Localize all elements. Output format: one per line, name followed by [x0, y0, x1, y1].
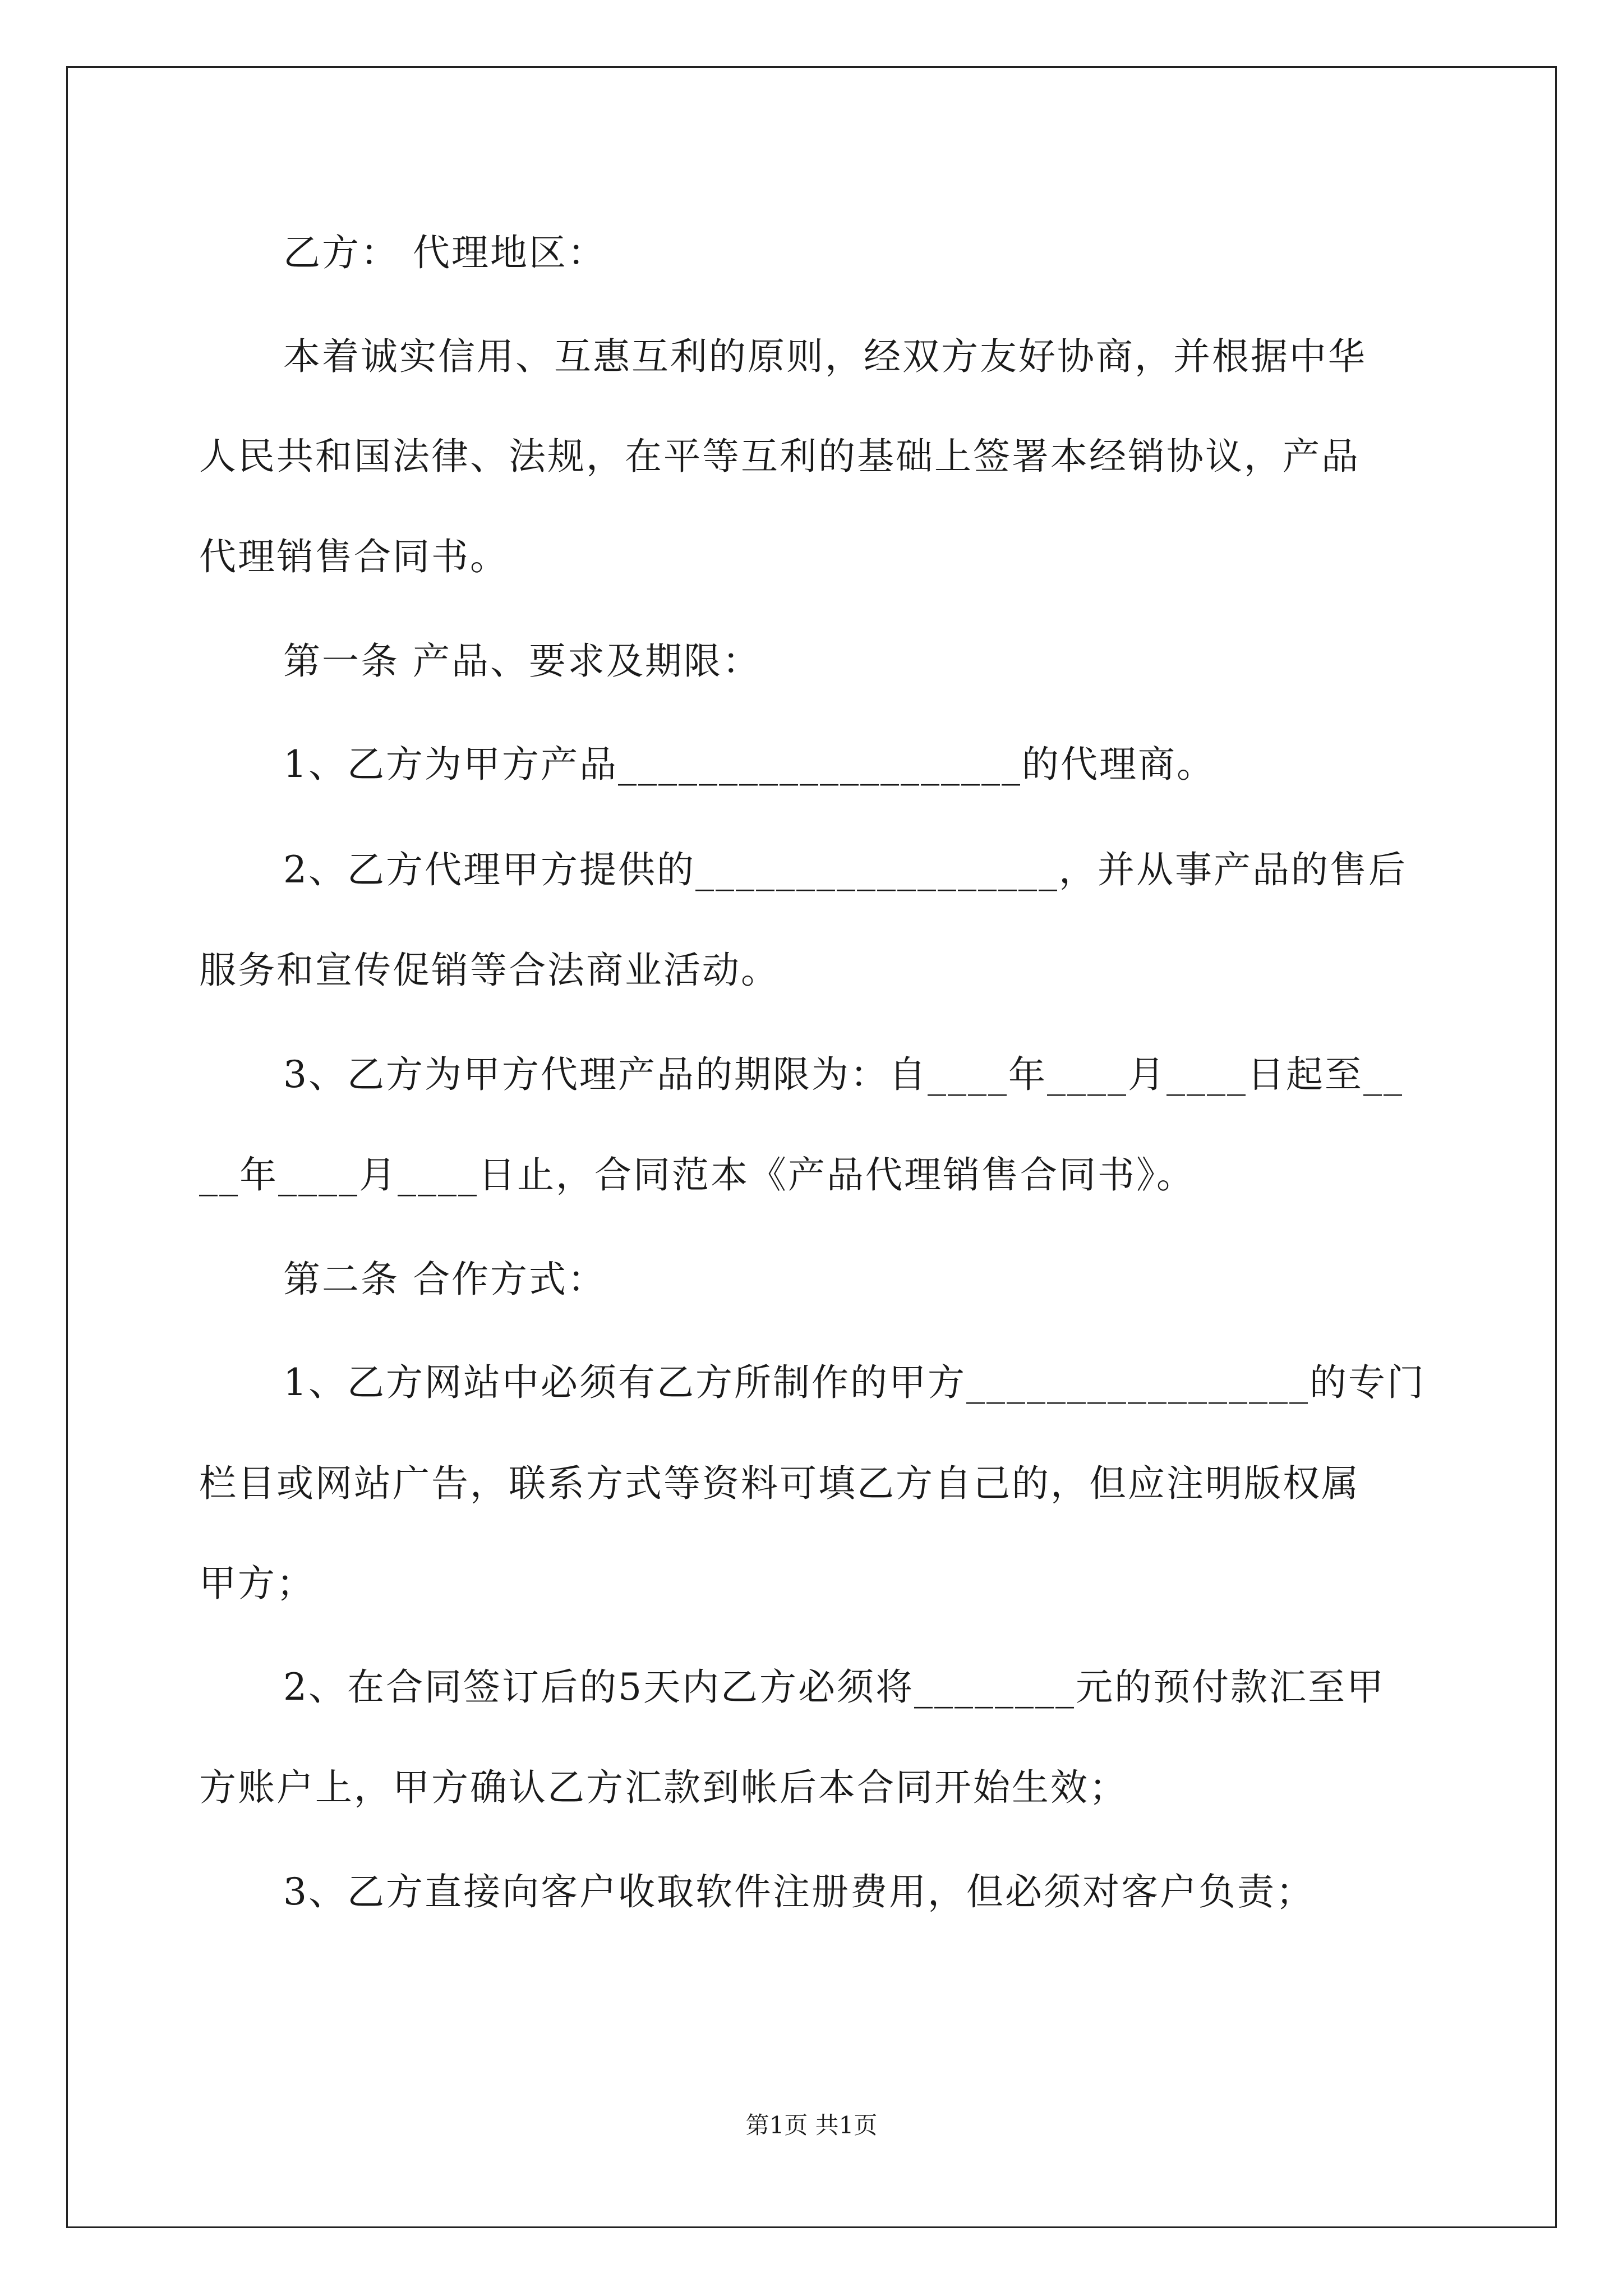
article-2-item-2-line-2: 方账户上，甲方确认乙方汇款到帐后本合同开始生效；	[199, 1766, 1128, 1809]
page-number-footer: 第1页 共1页	[745, 2111, 878, 2139]
intro-line-2: 人民共和国法律、法规，在平等互利的基础上签署本经销协议，产品	[199, 435, 1360, 478]
intro-line-1: 本着诚实信用、互惠互利的原则，经双方友好协商，并根据中华	[283, 335, 1367, 378]
article-1-item-2-line-1: 2、乙方代理甲方提供的__________________，并从事产品的售后	[283, 848, 1407, 891]
article-2-item-1-line-2: 栏目或网站广告，联系方式等资料可填乙方自己的，但应注明版权属	[199, 1462, 1360, 1505]
article-2-item-3: 3、乙方直接向客户收取软件注册费用，但必须对客户负责；	[283, 1870, 1315, 1913]
article-1-heading: 第一条 产品、要求及期限：	[283, 639, 761, 683]
article-2-heading: 第二条 合作方式：	[283, 1258, 606, 1301]
article-1-item-2-line-2: 服务和宣传促销等合法商业活动。	[199, 949, 780, 992]
article-2-item-1-line-3: 甲方；	[199, 1562, 315, 1605]
article-2-item-1-line-1: 1、乙方网站中必须有乙方所制作的甲方_________________的专门	[283, 1361, 1426, 1404]
party-b-line: 乙方： 代理地区：	[283, 231, 606, 274]
article-1-item-3-line-1: 3、乙方为甲方代理产品的期限为：自____年____月____日起至__	[283, 1053, 1404, 1096]
intro-line-3: 代理销售合同书。	[199, 535, 509, 578]
article-2-item-2-line-1: 2、在合同签订后的5天内乙方必须将________元的预付款汇至甲	[283, 1665, 1385, 1709]
article-1-item-1: 1、乙方为甲方产品____________________的代理商。	[283, 743, 1215, 786]
article-1-item-3-line-2: __年____月____日止，合同范本《产品代理销售合同书》。	[199, 1153, 1195, 1197]
